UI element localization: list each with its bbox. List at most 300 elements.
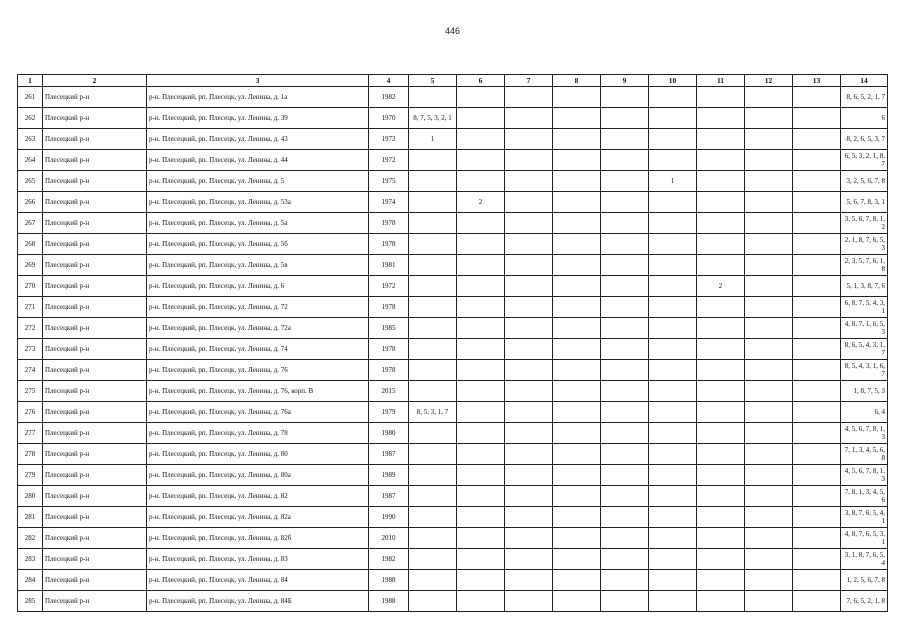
col8-cell [553,402,601,423]
row-number-cell: 283 [18,549,43,570]
col8-cell [553,549,601,570]
column-header: 2 [43,75,147,87]
col11-cell [697,570,745,591]
column-header: 1 [18,75,43,87]
year-cell: 1981 [369,255,409,276]
col11-cell [697,255,745,276]
district-cell: Плесецкий р-н [43,192,147,213]
col9-cell [601,87,649,108]
col13-cell [793,507,841,528]
table-row [18,549,888,570]
col5-cell [409,255,457,276]
address-cell: р-н. Плесецкий, рп. Плесецк, ул. Ленина, д. 53а [147,192,369,213]
column-header: 7 [505,75,553,87]
col14-cell: 6, 4 [841,402,888,423]
address-cell: р-н. Плесецкий, рп. Плесецк, ул. Ленина, д. 78 [147,423,369,444]
col8-cell [553,297,601,318]
col11-cell [697,108,745,129]
col8-cell [553,339,601,360]
address-cell: р-н. Плесецкий, рп. Плесецк, ул. Ленина, д. 76а [147,402,369,423]
district-cell: Плесецкий р-н [43,339,147,360]
row-number-cell: 261 [18,87,43,108]
year-cell: 1978 [369,297,409,318]
col6-cell [457,129,505,150]
col10-cell [649,150,697,171]
col12-cell [745,297,793,318]
page-number: 446 [444,26,461,36]
col13-cell [793,150,841,171]
col5-cell [409,234,457,255]
col13-cell [793,465,841,486]
column-header: 4 [369,75,409,87]
district-cell: Плесецкий р-н [43,318,147,339]
col10-cell [649,318,697,339]
col9-cell [601,108,649,129]
row-number-cell: 263 [18,129,43,150]
col5-cell [409,423,457,444]
row-number-cell: 265 [18,171,43,192]
col11-cell [697,213,745,234]
col6-cell [457,549,505,570]
col5-cell [409,528,457,549]
col6-cell [457,402,505,423]
address-cell: р-н. Плесецкий, рп. Плесецк, ул. Ленина, д. 5б [147,234,369,255]
col9-cell [601,570,649,591]
col8-cell [553,234,601,255]
col14-cell: 6, 5, 3, 2, 1, 8, 7 [841,150,888,171]
address-cell: р-н. Плесецкий, рп. Плесецк, ул. Ленина, д. 76, корп. В [147,381,369,402]
col14-cell: 7, 6, 5, 2, 1, 8 [841,591,888,612]
year-cell: 1988 [369,591,409,612]
col11-cell [697,444,745,465]
col7-cell [505,255,553,276]
col12-cell [745,360,793,381]
address-cell: р-н. Плесецкий, рп. Плесецк, ул. Ленина, д. 44 [147,150,369,171]
col9-cell [601,549,649,570]
col9-cell [601,507,649,528]
col7-cell [505,171,553,192]
district-cell: Плесецкий р-н [43,507,147,528]
col7-cell [505,234,553,255]
col10-cell [649,87,697,108]
table-row [18,570,888,591]
col13-cell [793,423,841,444]
col12-cell [745,591,793,612]
col14-cell: 2, 3, 5, 7, 6, 1, 8 [841,255,888,276]
table-row [18,108,888,129]
col14-cell: 4, 8, 7, 1, 6, 5, 3 [841,318,888,339]
year-cell: 1979 [369,402,409,423]
address-cell: р-н. Плесецкий, рп. Плесецк, ул. Ленина, д. 84Б [147,591,369,612]
table-row [18,423,888,444]
col11-cell [697,234,745,255]
column-header: 13 [793,75,841,87]
col13-cell [793,87,841,108]
col8-cell [553,423,601,444]
col6-cell [457,423,505,444]
col5-cell [409,297,457,318]
col9-cell [601,150,649,171]
table-row [18,87,888,108]
col12-cell [745,108,793,129]
col9-cell [601,465,649,486]
column-header: 11 [697,75,745,87]
col10-cell [649,234,697,255]
col8-cell [553,213,601,234]
col14-cell: 6, 8, 7, 5, 4, 3, 1 [841,297,888,318]
col6-cell [457,318,505,339]
col9-cell [601,423,649,444]
table-row [18,381,888,402]
col7-cell [505,297,553,318]
table-row [18,150,888,171]
col9-cell [601,318,649,339]
table-row [18,276,888,297]
address-cell: р-н. Плесецкий, рп. Плесецк, ул. Ленина, д. 43 [147,129,369,150]
col6-cell [457,255,505,276]
col10-cell [649,507,697,528]
col8-cell [553,150,601,171]
row-number-cell: 279 [18,465,43,486]
col6-cell [457,591,505,612]
col6-cell [457,213,505,234]
table-row [18,339,888,360]
address-cell: р-н. Плесецкий, рп. Плесецк, ул. Ленина, д. 5в [147,255,369,276]
district-cell: Плесецкий р-н [43,171,147,192]
year-cell: 1970 [369,108,409,129]
col9-cell [601,360,649,381]
col9-cell [601,129,649,150]
table-row [18,528,888,549]
row-number-cell: 274 [18,360,43,381]
district-cell: Плесецкий р-н [43,108,147,129]
col6-cell [457,276,505,297]
year-cell: 1987 [369,486,409,507]
col5-cell [409,339,457,360]
col13-cell [793,381,841,402]
col7-cell [505,486,553,507]
col14-cell: 3, 2, 5, 6, 7, 8 [841,171,888,192]
col13-cell [793,444,841,465]
address-cell: р-н. Плесецкий, рп. Плесецк, ул. Ленина, д. 39 [147,108,369,129]
col10-cell [649,381,697,402]
row-number-cell: 270 [18,276,43,297]
col8-cell [553,171,601,192]
col10-cell [649,402,697,423]
address-cell: р-н. Плесецкий, рп. Плесецк, ул. Ленина, д. 72а [147,318,369,339]
col14-cell: 6 [841,108,888,129]
row-number-cell: 281 [18,507,43,528]
col13-cell [793,591,841,612]
col8-cell [553,318,601,339]
col14-cell: 7, 1, 3, 4, 5, 6, 8 [841,444,888,465]
col11-cell [697,297,745,318]
col12-cell [745,129,793,150]
col7-cell [505,150,553,171]
col11-cell [697,192,745,213]
col6-cell [457,297,505,318]
col10-cell [649,255,697,276]
col9-cell [601,402,649,423]
col9-cell [601,444,649,465]
col5-cell [409,465,457,486]
table-row [18,444,888,465]
col9-cell [601,381,649,402]
col11-cell [697,549,745,570]
col14-cell: 5, 1, 3, 8, 7, 6 [841,276,888,297]
col11-cell [697,339,745,360]
col9-cell [601,528,649,549]
col13-cell [793,486,841,507]
col5-cell: 8, 7, 5, 3, 2, 1 [409,108,457,129]
col10-cell [649,360,697,381]
col8-cell [553,255,601,276]
col13-cell [793,297,841,318]
col5-cell [409,444,457,465]
table-row [18,234,888,255]
row-number-cell: 280 [18,486,43,507]
col12-cell [745,276,793,297]
col11-cell: 2 [697,276,745,297]
district-cell: Плесецкий р-н [43,297,147,318]
col12-cell [745,171,793,192]
row-number-cell: 282 [18,528,43,549]
col8-cell [553,192,601,213]
col10-cell [649,192,697,213]
col12-cell [745,213,793,234]
table-row [18,486,888,507]
col11-cell [697,360,745,381]
col8-cell [553,570,601,591]
col11-cell [697,171,745,192]
col14-cell: 8, 6, 5, 2, 1, 7 [841,87,888,108]
year-cell: 1972 [369,129,409,150]
col14-cell: 8, 6, 5, 4, 3, 1, 7 [841,339,888,360]
col10-cell [649,276,697,297]
col9-cell [601,192,649,213]
col8-cell [553,87,601,108]
col6-cell [457,150,505,171]
column-header: 14 [841,75,888,87]
year-cell: 1978 [369,360,409,381]
col13-cell [793,402,841,423]
year-cell: 1980 [369,423,409,444]
table-row [18,318,888,339]
district-cell: Плесецкий р-н [43,465,147,486]
col14-cell: 8, 5, 4, 3, 1, 6, 7 [841,360,888,381]
address-cell: р-н. Плесецкий, рп. Плесецк, ул. Ленина, д. 5а [147,213,369,234]
col7-cell [505,381,553,402]
col7-cell [505,444,553,465]
col14-cell: 3, 5, 6, 7, 8, 1, 2 [841,213,888,234]
col6-cell [457,570,505,591]
district-cell: Плесецкий р-н [43,381,147,402]
col13-cell [793,255,841,276]
col10-cell: 1 [649,171,697,192]
col8-cell [553,129,601,150]
col9-cell [601,234,649,255]
table-row [18,591,888,612]
table-row [18,129,888,150]
col14-cell: 8, 2, 6, 5, 3, 7 [841,129,888,150]
address-cell: р-н. Плесецкий, рп. Плесецк, ул. Ленина, д. 80а [147,465,369,486]
table-row [18,297,888,318]
column-header: 6 [457,75,505,87]
col13-cell [793,213,841,234]
col6-cell [457,234,505,255]
col7-cell [505,591,553,612]
table-row [18,192,888,213]
year-cell: 1978 [369,213,409,234]
col12-cell [745,402,793,423]
col13-cell [793,108,841,129]
col12-cell [745,255,793,276]
col13-cell [793,234,841,255]
col7-cell [505,129,553,150]
district-cell: Плесецкий р-н [43,255,147,276]
table-row [18,255,888,276]
district-cell: Плесецкий р-н [43,150,147,171]
address-cell: р-н. Плесецкий, рп. Плесецк, ул. Ленина, д. 82б [147,528,369,549]
col9-cell [601,171,649,192]
table-row [18,402,888,423]
col9-cell [601,339,649,360]
col12-cell [745,507,793,528]
col8-cell [553,360,601,381]
col10-cell [649,465,697,486]
col5-cell [409,213,457,234]
col11-cell [697,423,745,444]
col10-cell [649,549,697,570]
col10-cell [649,528,697,549]
col7-cell [505,549,553,570]
col8-cell [553,465,601,486]
col14-cell: 5, 6, 7, 8, 3, 1 [841,192,888,213]
district-cell: Плесецкий р-н [43,87,147,108]
col14-cell: 4, 5, 6, 7, 8, 1, 3 [841,423,888,444]
col13-cell [793,549,841,570]
col11-cell [697,591,745,612]
row-number-cell: 275 [18,381,43,402]
col7-cell [505,318,553,339]
col8-cell [553,528,601,549]
col8-cell [553,381,601,402]
col11-cell [697,150,745,171]
col12-cell [745,234,793,255]
col10-cell [649,339,697,360]
col6-cell [457,381,505,402]
table-row [18,360,888,381]
col10-cell [649,486,697,507]
year-cell: 1985 [369,318,409,339]
district-cell: Плесецкий р-н [43,444,147,465]
column-header: 3 [147,75,369,87]
col12-cell [745,549,793,570]
col7-cell [505,465,553,486]
col8-cell [553,108,601,129]
col11-cell [697,402,745,423]
col14-cell: 2, 1, 8, 7, 6, 5, 3 [841,234,888,255]
table-body [18,87,888,612]
col14-cell: 1, 8, 7, 5, 3 [841,381,888,402]
row-number-cell: 277 [18,423,43,444]
col9-cell [601,276,649,297]
year-cell: 1988 [369,570,409,591]
column-header: 5 [409,75,457,87]
address-cell: р-н. Плесецкий, рп. Плесецк, ул. Ленина, д. 80 [147,444,369,465]
col12-cell [745,150,793,171]
col9-cell [601,255,649,276]
col5-cell [409,318,457,339]
col6-cell: 2 [457,192,505,213]
col6-cell [457,444,505,465]
row-number-cell: 284 [18,570,43,591]
address-cell: р-н. Плесецкий, рп. Плесецк, ул. Ленина, д. 72 [147,297,369,318]
col9-cell [601,213,649,234]
col12-cell [745,570,793,591]
col13-cell [793,192,841,213]
district-cell: Плесецкий р-н [43,591,147,612]
district-cell: Плесецкий р-н [43,129,147,150]
col5-cell: 1 [409,129,457,150]
address-cell: р-н. Плесецкий, рп. Плесецк, ул. Ленина, д. 82а [147,507,369,528]
col6-cell [457,528,505,549]
year-cell: 2015 [369,381,409,402]
row-number-cell: 273 [18,339,43,360]
address-cell: р-н. Плесецкий, рп. Плесецк, ул. Ленина, д. 5 [147,171,369,192]
col5-cell [409,381,457,402]
col12-cell [745,381,793,402]
district-cell: Плесецкий р-н [43,213,147,234]
district-cell: Плесецкий р-н [43,486,147,507]
address-cell: р-н. Плесецкий, рп. Плесецк, ул. Ленина, д. 74 [147,339,369,360]
year-cell: 2010 [369,528,409,549]
col14-cell: 3, 1, 8, 7, 6, 5, 4 [841,549,888,570]
year-cell: 1989 [369,465,409,486]
district-cell: Плесецкий р-н [43,549,147,570]
col12-cell [745,192,793,213]
column-header: 10 [649,75,697,87]
col11-cell [697,528,745,549]
col5-cell: 8, 5, 3, 1, 7 [409,402,457,423]
col12-cell [745,444,793,465]
header-row [18,75,888,87]
col5-cell [409,150,457,171]
year-cell: 1972 [369,276,409,297]
col10-cell [649,129,697,150]
district-cell: Плесецкий р-н [43,360,147,381]
col12-cell [745,318,793,339]
col12-cell [745,465,793,486]
col13-cell [793,528,841,549]
address-cell: р-н. Плесецкий, рп. Плесецк, ул. Ленина, д. 1а [147,87,369,108]
col5-cell [409,171,457,192]
registry-table [17,74,888,612]
table-row [18,213,888,234]
col7-cell [505,507,553,528]
col11-cell [697,465,745,486]
year-cell: 1978 [369,234,409,255]
col5-cell [409,549,457,570]
col13-cell [793,276,841,297]
col11-cell [697,318,745,339]
col10-cell [649,213,697,234]
col7-cell [505,87,553,108]
col8-cell [553,486,601,507]
year-cell: 1990 [369,507,409,528]
col7-cell [505,528,553,549]
col6-cell [457,171,505,192]
